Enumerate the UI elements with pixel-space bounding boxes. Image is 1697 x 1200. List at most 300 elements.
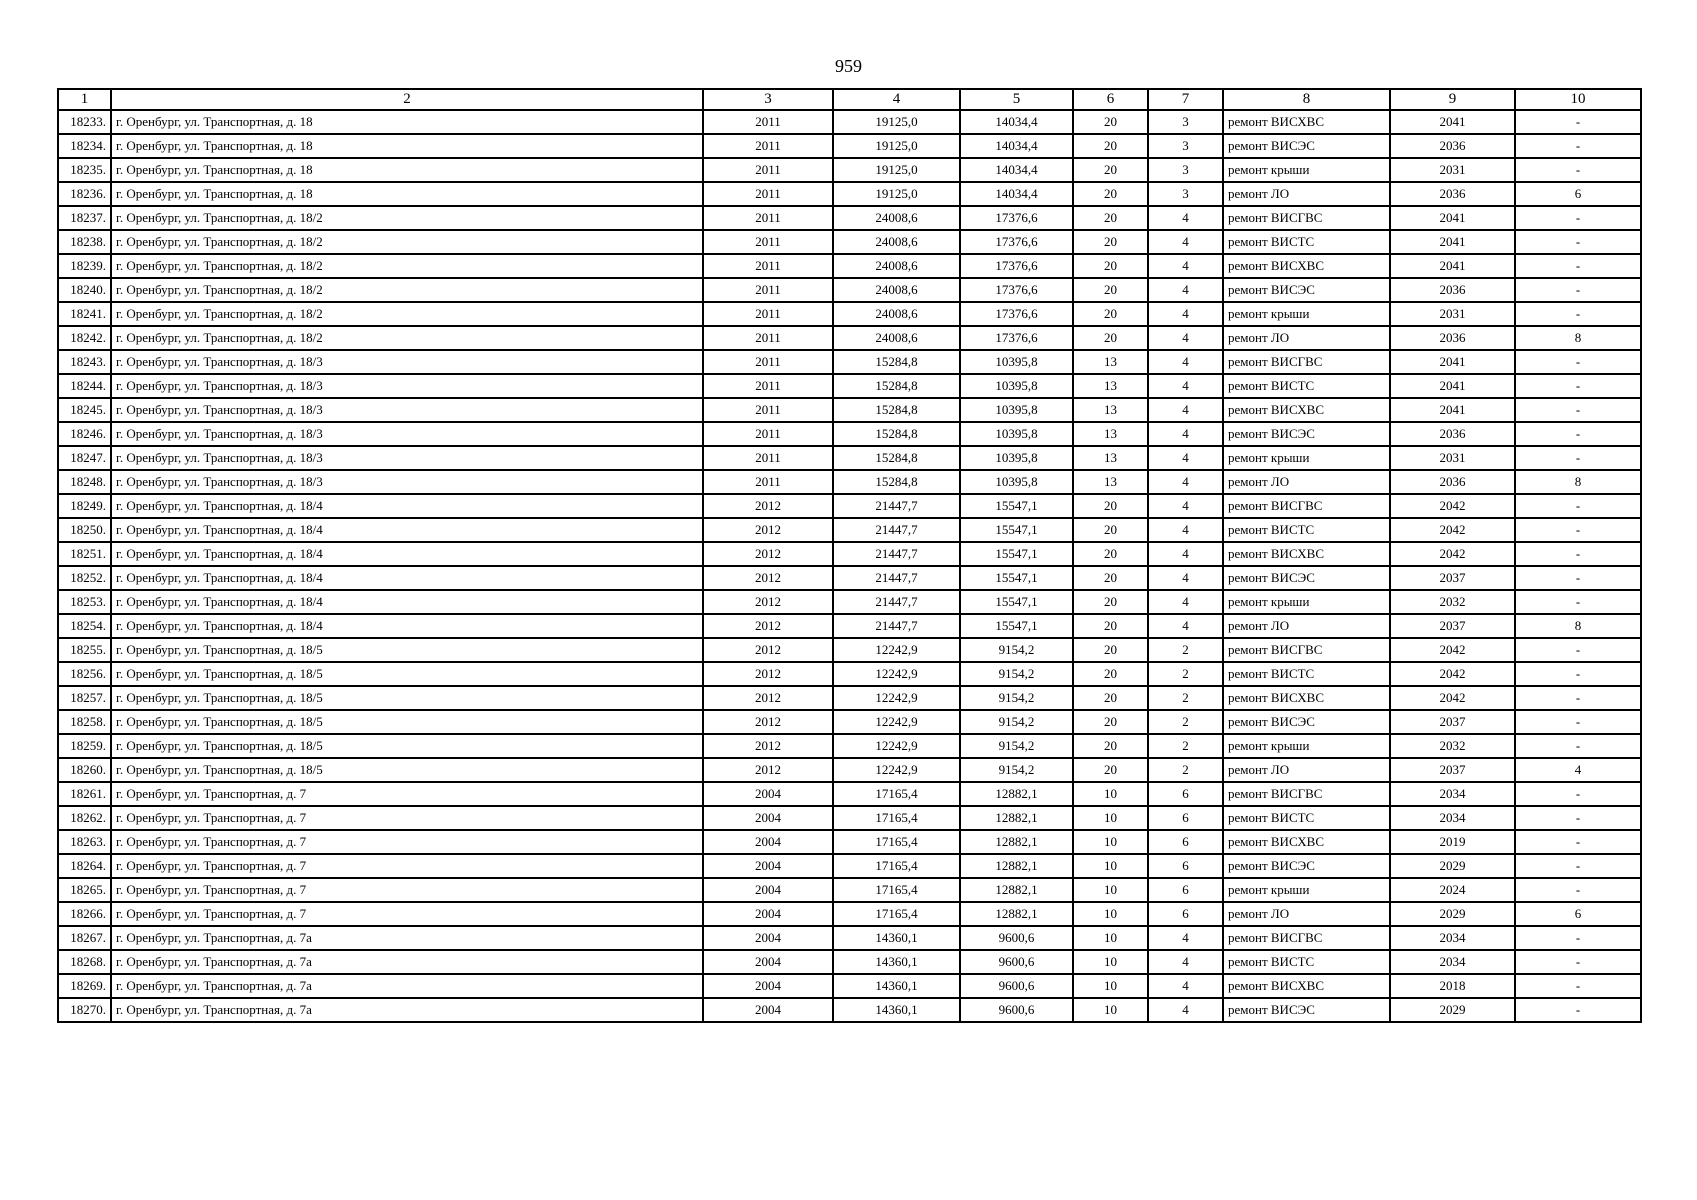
living-area-cell: 9600,6 <box>960 974 1073 998</box>
col6-cell: 20 <box>1073 134 1148 158</box>
address-cell: г. Оренбург, ул. Транспортная, д. 7 <box>111 902 703 926</box>
column-header-4: 4 <box>833 89 960 110</box>
living-area-cell: 12882,1 <box>960 782 1073 806</box>
total-area-cell: 12242,9 <box>833 686 960 710</box>
address-cell: г. Оренбург, ул. Транспортная, д. 18/5 <box>111 710 703 734</box>
col10-cell: - <box>1515 662 1641 686</box>
col10-cell: 8 <box>1515 614 1641 638</box>
table-row <box>58 494 1641 518</box>
col6-cell: 10 <box>1073 974 1148 998</box>
row-number-cell: 18270. <box>58 998 111 1022</box>
year-cell: 2004 <box>703 806 833 830</box>
address-cell: г. Оренбург, ул. Транспортная, д. 18/5 <box>111 758 703 782</box>
col10-cell: - <box>1515 830 1641 854</box>
year-cell: 2011 <box>703 230 833 254</box>
living-area-cell: 14034,4 <box>960 110 1073 134</box>
year-cell: 2012 <box>703 758 833 782</box>
planned-year-cell: 2037 <box>1390 566 1515 590</box>
living-area-cell: 15547,1 <box>960 566 1073 590</box>
work-type-cell: ремонт ЛО <box>1223 182 1390 206</box>
row-number-cell: 18237. <box>58 206 111 230</box>
table-row <box>58 374 1641 398</box>
table-row <box>58 998 1641 1022</box>
total-area-cell: 12242,9 <box>833 758 960 782</box>
planned-year-cell: 2031 <box>1390 158 1515 182</box>
living-area-cell: 15547,1 <box>960 518 1073 542</box>
col10-cell: - <box>1515 686 1641 710</box>
row-number-cell: 18263. <box>58 830 111 854</box>
col7-cell: 4 <box>1148 926 1223 950</box>
living-area-cell: 10395,8 <box>960 374 1073 398</box>
col7-cell: 4 <box>1148 326 1223 350</box>
col7-cell: 6 <box>1148 782 1223 806</box>
year-cell: 2004 <box>703 878 833 902</box>
work-type-cell: ремонт ВИСХВС <box>1223 686 1390 710</box>
col6-cell: 10 <box>1073 854 1148 878</box>
address-cell: г. Оренбург, ул. Транспортная, д. 18/3 <box>111 470 703 494</box>
total-area-cell: 21447,7 <box>833 566 960 590</box>
year-cell: 2011 <box>703 110 833 134</box>
living-area-cell: 12882,1 <box>960 854 1073 878</box>
year-cell: 2012 <box>703 590 833 614</box>
col6-cell: 10 <box>1073 950 1148 974</box>
living-area-cell: 9154,2 <box>960 734 1073 758</box>
year-cell: 2004 <box>703 830 833 854</box>
col10-cell: - <box>1515 350 1641 374</box>
total-area-cell: 17165,4 <box>833 902 960 926</box>
living-area-cell: 12882,1 <box>960 878 1073 902</box>
planned-year-cell: 2029 <box>1390 902 1515 926</box>
planned-year-cell: 2041 <box>1390 398 1515 422</box>
col6-cell: 20 <box>1073 710 1148 734</box>
col6-cell: 20 <box>1073 662 1148 686</box>
planned-year-cell: 2034 <box>1390 782 1515 806</box>
col6-cell: 20 <box>1073 590 1148 614</box>
address-cell: г. Оренбург, ул. Транспортная, д. 7а <box>111 950 703 974</box>
table-row <box>58 110 1641 134</box>
address-cell: г. Оренбург, ул. Транспортная, д. 18/4 <box>111 590 703 614</box>
planned-year-cell: 2036 <box>1390 422 1515 446</box>
living-area-cell: 12882,1 <box>960 830 1073 854</box>
total-area-cell: 15284,8 <box>833 470 960 494</box>
row-number-cell: 18251. <box>58 542 111 566</box>
row-number-cell: 18241. <box>58 302 111 326</box>
work-type-cell: ремонт ВИСГВС <box>1223 926 1390 950</box>
row-number-cell: 18261. <box>58 782 111 806</box>
table-row <box>58 518 1641 542</box>
col6-cell: 20 <box>1073 182 1148 206</box>
work-type-cell: ремонт ВИСЭС <box>1223 998 1390 1022</box>
year-cell: 2004 <box>703 854 833 878</box>
living-area-cell: 15547,1 <box>960 614 1073 638</box>
work-type-cell: ремонт ВИСТС <box>1223 374 1390 398</box>
col10-cell: - <box>1515 398 1641 422</box>
col10-cell: - <box>1515 566 1641 590</box>
col6-cell: 20 <box>1073 614 1148 638</box>
total-area-cell: 14360,1 <box>833 998 960 1022</box>
page-number: 959 <box>835 56 862 76</box>
year-cell: 2004 <box>703 974 833 998</box>
total-area-cell: 17165,4 <box>833 830 960 854</box>
row-number-cell: 18234. <box>58 134 111 158</box>
column-header-2: 2 <box>111 89 703 110</box>
planned-year-cell: 2029 <box>1390 854 1515 878</box>
planned-year-cell: 2041 <box>1390 374 1515 398</box>
total-area-cell: 24008,6 <box>833 206 960 230</box>
living-area-cell: 9154,2 <box>960 686 1073 710</box>
row-number-cell: 18239. <box>58 254 111 278</box>
col6-cell: 10 <box>1073 878 1148 902</box>
row-number-cell: 18259. <box>58 734 111 758</box>
total-area-cell: 12242,9 <box>833 710 960 734</box>
col6-cell: 20 <box>1073 158 1148 182</box>
living-area-cell: 9154,2 <box>960 758 1073 782</box>
column-header-6: 6 <box>1073 89 1148 110</box>
col7-cell: 6 <box>1148 878 1223 902</box>
col7-cell: 4 <box>1148 374 1223 398</box>
work-type-cell: ремонт ВИСХВС <box>1223 542 1390 566</box>
year-cell: 2011 <box>703 134 833 158</box>
living-area-cell: 17376,6 <box>960 302 1073 326</box>
table-row <box>58 734 1641 758</box>
col10-cell: 8 <box>1515 326 1641 350</box>
col6-cell: 13 <box>1073 350 1148 374</box>
address-cell: г. Оренбург, ул. Транспортная, д. 18/3 <box>111 446 703 470</box>
row-number-cell: 18249. <box>58 494 111 518</box>
total-area-cell: 21447,7 <box>833 614 960 638</box>
work-type-cell: ремонт ВИСГВС <box>1223 638 1390 662</box>
address-cell: г. Оренбург, ул. Транспортная, д. 18/4 <box>111 542 703 566</box>
row-number-cell: 18244. <box>58 374 111 398</box>
row-number-cell: 18255. <box>58 638 111 662</box>
col6-cell: 20 <box>1073 518 1148 542</box>
address-cell: г. Оренбург, ул. Транспортная, д. 18/4 <box>111 518 703 542</box>
col6-cell: 10 <box>1073 830 1148 854</box>
living-area-cell: 10395,8 <box>960 446 1073 470</box>
column-header-7: 7 <box>1148 89 1223 110</box>
table-row <box>58 542 1641 566</box>
row-number-cell: 18247. <box>58 446 111 470</box>
planned-year-cell: 2031 <box>1390 302 1515 326</box>
planned-year-cell: 2042 <box>1390 494 1515 518</box>
year-cell: 2012 <box>703 710 833 734</box>
table-row <box>58 662 1641 686</box>
table-row <box>58 566 1641 590</box>
col10-cell: 6 <box>1515 902 1641 926</box>
col10-cell: - <box>1515 422 1641 446</box>
planned-year-cell: 2036 <box>1390 470 1515 494</box>
col6-cell: 20 <box>1073 686 1148 710</box>
work-type-cell: ремонт крыши <box>1223 734 1390 758</box>
work-type-cell: ремонт ВИСГВС <box>1223 350 1390 374</box>
col7-cell: 4 <box>1148 494 1223 518</box>
row-number-cell: 18262. <box>58 806 111 830</box>
address-cell: г. Оренбург, ул. Транспортная, д. 18/5 <box>111 686 703 710</box>
col10-cell: - <box>1515 638 1641 662</box>
col7-cell: 4 <box>1148 446 1223 470</box>
living-area-cell: 9154,2 <box>960 710 1073 734</box>
total-area-cell: 24008,6 <box>833 254 960 278</box>
total-area-cell: 19125,0 <box>833 134 960 158</box>
col6-cell: 20 <box>1073 278 1148 302</box>
col6-cell: 20 <box>1073 206 1148 230</box>
living-area-cell: 17376,6 <box>960 254 1073 278</box>
table-row <box>58 830 1641 854</box>
col7-cell: 2 <box>1148 734 1223 758</box>
year-cell: 2011 <box>703 470 833 494</box>
table-row <box>58 326 1641 350</box>
year-cell: 2011 <box>703 398 833 422</box>
col10-cell: - <box>1515 374 1641 398</box>
planned-year-cell: 2042 <box>1390 686 1515 710</box>
col10-cell: - <box>1515 254 1641 278</box>
work-type-cell: ремонт ВИСЭС <box>1223 566 1390 590</box>
row-number-cell: 18235. <box>58 158 111 182</box>
table-row <box>58 350 1641 374</box>
col6-cell: 20 <box>1073 254 1148 278</box>
year-cell: 2012 <box>703 518 833 542</box>
year-cell: 2011 <box>703 326 833 350</box>
address-cell: г. Оренбург, ул. Транспортная, д. 7 <box>111 782 703 806</box>
work-type-cell: ремонт ВИСТС <box>1223 230 1390 254</box>
work-type-cell: ремонт ВИСХВС <box>1223 254 1390 278</box>
living-area-cell: 14034,4 <box>960 182 1073 206</box>
col10-cell: 4 <box>1515 758 1641 782</box>
planned-year-cell: 2018 <box>1390 974 1515 998</box>
row-number-cell: 18254. <box>58 614 111 638</box>
table-body <box>58 110 1641 1022</box>
year-cell: 2004 <box>703 998 833 1022</box>
living-area-cell: 12882,1 <box>960 806 1073 830</box>
table-row <box>58 710 1641 734</box>
total-area-cell: 14360,1 <box>833 926 960 950</box>
col6-cell: 20 <box>1073 302 1148 326</box>
planned-year-cell: 2037 <box>1390 614 1515 638</box>
living-area-cell: 12882,1 <box>960 902 1073 926</box>
living-area-cell: 9154,2 <box>960 638 1073 662</box>
col6-cell: 20 <box>1073 542 1148 566</box>
col10-cell: - <box>1515 878 1641 902</box>
year-cell: 2011 <box>703 158 833 182</box>
table-row <box>58 902 1641 926</box>
address-cell: г. Оренбург, ул. Транспортная, д. 18 <box>111 182 703 206</box>
table-row <box>58 134 1641 158</box>
work-type-cell: ремонт ВИСТС <box>1223 518 1390 542</box>
total-area-cell: 21447,7 <box>833 494 960 518</box>
col10-cell: - <box>1515 782 1641 806</box>
total-area-cell: 14360,1 <box>833 950 960 974</box>
total-area-cell: 14360,1 <box>833 974 960 998</box>
col7-cell: 3 <box>1148 134 1223 158</box>
col7-cell: 4 <box>1148 950 1223 974</box>
col6-cell: 20 <box>1073 566 1148 590</box>
work-type-cell: ремонт ВИСТС <box>1223 950 1390 974</box>
living-area-cell: 17376,6 <box>960 278 1073 302</box>
col7-cell: 4 <box>1148 470 1223 494</box>
col7-cell: 4 <box>1148 974 1223 998</box>
planned-year-cell: 2032 <box>1390 734 1515 758</box>
row-number-cell: 18245. <box>58 398 111 422</box>
total-area-cell: 17165,4 <box>833 806 960 830</box>
year-cell: 2012 <box>703 734 833 758</box>
col6-cell: 13 <box>1073 422 1148 446</box>
row-number-cell: 18258. <box>58 710 111 734</box>
address-cell: г. Оренбург, ул. Транспортная, д. 18 <box>111 134 703 158</box>
col10-cell: - <box>1515 278 1641 302</box>
work-type-cell: ремонт ВИСЭС <box>1223 710 1390 734</box>
table-row <box>58 638 1641 662</box>
address-cell: г. Оренбург, ул. Транспортная, д. 18/2 <box>111 254 703 278</box>
column-header-9: 9 <box>1390 89 1515 110</box>
living-area-cell: 15547,1 <box>960 494 1073 518</box>
address-cell: г. Оренбург, ул. Транспортная, д. 18/4 <box>111 614 703 638</box>
work-type-cell: ремонт крыши <box>1223 302 1390 326</box>
row-number-cell: 18260. <box>58 758 111 782</box>
year-cell: 2011 <box>703 278 833 302</box>
col7-cell: 6 <box>1148 830 1223 854</box>
work-type-cell: ремонт ВИСЭС <box>1223 854 1390 878</box>
row-number-cell: 18256. <box>58 662 111 686</box>
table-row <box>58 422 1641 446</box>
year-cell: 2012 <box>703 566 833 590</box>
row-number-cell: 18267. <box>58 926 111 950</box>
work-type-cell: ремонт ЛО <box>1223 902 1390 926</box>
year-cell: 2012 <box>703 614 833 638</box>
col7-cell: 4 <box>1148 566 1223 590</box>
table-row <box>58 470 1641 494</box>
address-cell: г. Оренбург, ул. Транспортная, д. 7 <box>111 854 703 878</box>
address-cell: г. Оренбург, ул. Транспортная, д. 7а <box>111 974 703 998</box>
table-row <box>58 158 1641 182</box>
row-number-cell: 18266. <box>58 902 111 926</box>
col6-cell: 20 <box>1073 734 1148 758</box>
table-header-row <box>58 89 1641 110</box>
planned-year-cell: 2042 <box>1390 638 1515 662</box>
year-cell: 2011 <box>703 422 833 446</box>
col10-cell: - <box>1515 806 1641 830</box>
total-area-cell: 19125,0 <box>833 182 960 206</box>
work-type-cell: ремонт ВИСЭС <box>1223 278 1390 302</box>
col7-cell: 4 <box>1148 998 1223 1022</box>
address-cell: г. Оренбург, ул. Транспортная, д. 18 <box>111 158 703 182</box>
col10-cell: - <box>1515 710 1641 734</box>
table-row <box>58 278 1641 302</box>
col6-cell: 20 <box>1073 758 1148 782</box>
total-area-cell: 24008,6 <box>833 302 960 326</box>
total-area-cell: 24008,6 <box>833 230 960 254</box>
col7-cell: 4 <box>1148 278 1223 302</box>
living-area-cell: 9154,2 <box>960 662 1073 686</box>
planned-year-cell: 2019 <box>1390 830 1515 854</box>
row-number-cell: 18242. <box>58 326 111 350</box>
planned-year-cell: 2032 <box>1390 590 1515 614</box>
planned-year-cell: 2042 <box>1390 542 1515 566</box>
total-area-cell: 15284,8 <box>833 398 960 422</box>
total-area-cell: 17165,4 <box>833 878 960 902</box>
col10-cell: - <box>1515 446 1641 470</box>
living-area-cell: 10395,8 <box>960 422 1073 446</box>
row-number-cell: 18268. <box>58 950 111 974</box>
col6-cell: 20 <box>1073 230 1148 254</box>
work-type-cell: ремонт крыши <box>1223 158 1390 182</box>
col10-cell: - <box>1515 542 1641 566</box>
planned-year-cell: 2029 <box>1390 998 1515 1022</box>
column-header-8: 8 <box>1223 89 1390 110</box>
total-area-cell: 21447,7 <box>833 518 960 542</box>
col6-cell: 10 <box>1073 806 1148 830</box>
planned-year-cell: 2041 <box>1390 110 1515 134</box>
table-row <box>58 926 1641 950</box>
col7-cell: 2 <box>1148 638 1223 662</box>
work-type-cell: ремонт ВИСГВС <box>1223 206 1390 230</box>
col7-cell: 4 <box>1148 398 1223 422</box>
total-area-cell: 12242,9 <box>833 638 960 662</box>
table-row <box>58 974 1641 998</box>
work-type-cell: ремонт ВИСЭС <box>1223 134 1390 158</box>
total-area-cell: 12242,9 <box>833 734 960 758</box>
work-type-cell: ремонт крыши <box>1223 590 1390 614</box>
living-area-cell: 17376,6 <box>960 206 1073 230</box>
planned-year-cell: 2041 <box>1390 350 1515 374</box>
planned-year-cell: 2036 <box>1390 134 1515 158</box>
col7-cell: 4 <box>1148 590 1223 614</box>
living-area-cell: 14034,4 <box>960 158 1073 182</box>
total-area-cell: 17165,4 <box>833 782 960 806</box>
col6-cell: 13 <box>1073 470 1148 494</box>
column-header-10: 10 <box>1515 89 1641 110</box>
planned-year-cell: 2034 <box>1390 950 1515 974</box>
repair-schedule-table <box>57 88 1642 1023</box>
address-cell: г. Оренбург, ул. Транспортная, д. 7 <box>111 806 703 830</box>
year-cell: 2011 <box>703 446 833 470</box>
living-area-cell: 9600,6 <box>960 926 1073 950</box>
col10-cell: 8 <box>1515 470 1641 494</box>
living-area-cell: 10395,8 <box>960 470 1073 494</box>
work-type-cell: ремонт ВИСГВС <box>1223 494 1390 518</box>
row-number-cell: 18269. <box>58 974 111 998</box>
col10-cell: - <box>1515 926 1641 950</box>
planned-year-cell: 2034 <box>1390 806 1515 830</box>
table-row <box>58 878 1641 902</box>
year-cell: 2004 <box>703 950 833 974</box>
col7-cell: 4 <box>1148 422 1223 446</box>
planned-year-cell: 2024 <box>1390 878 1515 902</box>
address-cell: г. Оренбург, ул. Транспортная, д. 7а <box>111 998 703 1022</box>
planned-year-cell: 2041 <box>1390 230 1515 254</box>
table-row <box>58 230 1641 254</box>
col6-cell: 10 <box>1073 926 1148 950</box>
col10-cell: 6 <box>1515 182 1641 206</box>
work-type-cell: ремонт ВИСХВС <box>1223 110 1390 134</box>
living-area-cell: 15547,1 <box>960 590 1073 614</box>
year-cell: 2011 <box>703 254 833 278</box>
col6-cell: 20 <box>1073 494 1148 518</box>
work-type-cell: ремонт ЛО <box>1223 614 1390 638</box>
address-cell: г. Оренбург, ул. Транспортная, д. 18/3 <box>111 422 703 446</box>
living-area-cell: 9600,6 <box>960 950 1073 974</box>
planned-year-cell: 2036 <box>1390 278 1515 302</box>
col7-cell: 4 <box>1148 542 1223 566</box>
work-type-cell: ремонт крыши <box>1223 446 1390 470</box>
living-area-cell: 9600,6 <box>960 998 1073 1022</box>
row-number-cell: 18264. <box>58 854 111 878</box>
year-cell: 2004 <box>703 902 833 926</box>
col7-cell: 2 <box>1148 662 1223 686</box>
planned-year-cell: 2042 <box>1390 518 1515 542</box>
col6-cell: 10 <box>1073 998 1148 1022</box>
col7-cell: 3 <box>1148 158 1223 182</box>
work-type-cell: ремонт ВИСХВС <box>1223 398 1390 422</box>
